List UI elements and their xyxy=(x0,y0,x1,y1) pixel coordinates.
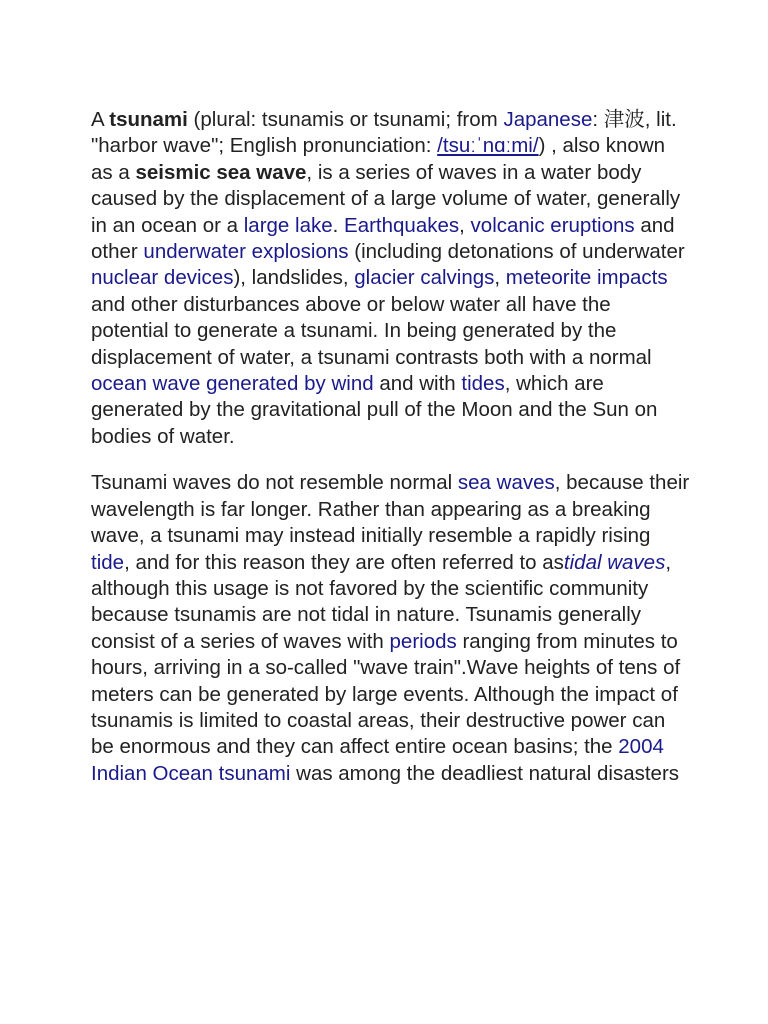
text-run: A xyxy=(91,108,110,131)
link-pronunciation[interactable]: /tsuːˈnɑːmi/ xyxy=(437,134,539,158)
text-run: ) , also known as a xyxy=(91,134,666,184)
link-earthquakes[interactable]: Earthquakes xyxy=(344,213,460,237)
text-run: , xyxy=(459,213,471,237)
document-page xyxy=(91,107,691,787)
link-underwater-explosions[interactable]: underwater explosions xyxy=(143,240,349,264)
link-large-lake[interactable]: large lake xyxy=(243,213,333,237)
paragraph-intro xyxy=(91,107,691,450)
text-run: , which are generated by the gravitational pull of the Moon and the Sun on bodies of water. xyxy=(91,372,658,448)
text-run: Tsunami waves do not resemble normal xyxy=(91,471,458,495)
link-glacier-calvings[interactable]: glacier calvings xyxy=(354,266,495,290)
text-run: ), landslides, xyxy=(233,266,355,290)
text-run: : 津波, lit. "harbor wave"; English pronunciation: xyxy=(91,108,677,158)
text-run: , and for this reason they are often referred to as xyxy=(124,550,564,574)
link-japanese[interactable]: Japanese xyxy=(503,108,593,131)
text-run: and with xyxy=(373,372,462,396)
text-run: , although this usage is not favored by the scientific community because tsunamis are not tidal in nature. Tsunamis generally consist of a series of waves with xyxy=(91,550,672,653)
text-run: and other xyxy=(91,213,675,264)
link-sea-waves[interactable]: sea waves xyxy=(457,471,555,495)
paragraph-waves xyxy=(91,470,691,787)
link-ocean-wave-generated-by-wind[interactable]: ocean wave generated by wind xyxy=(91,372,374,396)
link-nuclear-devices[interactable]: nuclear devices xyxy=(91,266,234,290)
link-tidal-waves[interactable]: tidal waves xyxy=(563,550,666,574)
text-run: , because their wavelength is far longer. Rather than appearing as a breaking wave, a tsunami may instead initially resemble a rapidly rising xyxy=(91,471,690,548)
text-run: ranging from minutes to hours, arriving in a so-called "wave train".Wave heights of tens of meters can be generated by large events. Although the impact of tsunamis is limited to coastal areas, their destructive power can be enormous and they can affect entire ocean basins; the xyxy=(91,629,681,759)
text-run: , is a series of waves in a water body caused by the displacement of a large volume of water, generally in an ocean or a xyxy=(91,160,681,237)
text-run: (plural: tsunamis or tsunami; from xyxy=(187,108,504,131)
link-2004-indian-ocean-tsunami[interactable]: 2004 Indian Ocean tsunami xyxy=(91,735,664,785)
text-run: (including detonations of underwater xyxy=(348,240,685,264)
bold-term-tsunami: tsunami xyxy=(109,108,188,131)
link-tides[interactable]: tides xyxy=(461,372,505,396)
text-run: and other disturbances above or below water all have the potential to generate a tsunami. In being generated by the displacement of water, a tsunami contrasts both with a normal xyxy=(91,292,652,369)
text-run: . xyxy=(332,213,345,237)
link-volcanic-eruptions[interactable]: volcanic eruptions xyxy=(470,213,635,237)
link-meteorite-impacts[interactable]: meteorite impacts xyxy=(505,266,668,290)
bold-term-seismic-sea-wave: seismic sea wave xyxy=(135,160,307,184)
link-periods[interactable]: periods xyxy=(389,629,457,653)
link-tide[interactable]: tide xyxy=(91,550,125,574)
text-run: was among the deadliest natural disasters xyxy=(290,761,680,785)
text-run: , xyxy=(494,266,506,290)
